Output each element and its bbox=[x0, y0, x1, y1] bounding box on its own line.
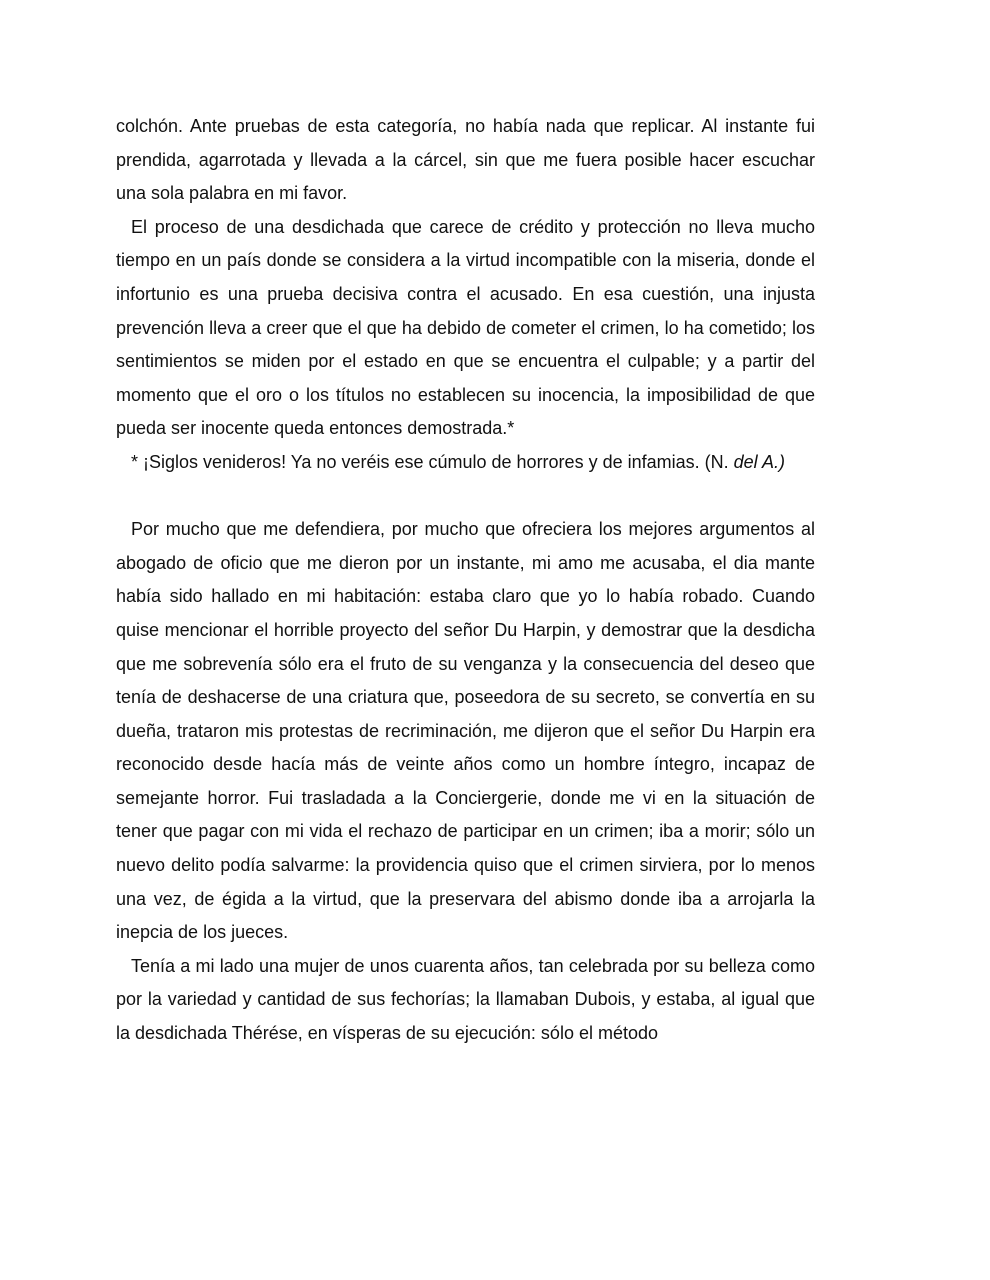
paragraph-4: Tenía a mi lado una mujer de unos cuarenta años, tan celebrada por su belleza como por la variedad y cantidad de sus fechorías; la llamaban Dubois, y estaba, al igual que la desdichada Thérése, en vísperas de su ejecución: sólo el método bbox=[116, 955, 815, 1044]
document-page bbox=[116, 110, 815, 1051]
paragraph-3: Por mucho que me defendiera, por mucho que ofreciera los mejores argumentos al abogado de oficio que me dieron por un instante, mi amo me acusaba, el dia mante había sido hallado en mi habitación: estaba claro que yo lo había robado. Cuando quise mencionar el horrible proyecto del señor Du Harpin, y demostrar que la desdicha que me sobrevenía sólo era el fruto de su venganza y la consecuencia del deseo que tenía de deshacerse de una criatura que, poseedora de su secreto, se convertía en su dueña, trataron mis protestas de recriminación, me dijeron que el señor Du Harpin era reconocido desde hacía más de veinte años como un hombre íntegro, incapaz de semejante horror. Fui trasladada a la Conciergerie, donde me vi en la situación de tener que pagar con mi vida el rechazo de participar en un crimen; iba a morir; sólo un nuevo delito podía salvarme: la providencia quiso que el crimen sirviera, por lo menos una vez, de égida a la virtud, que la preservara del abismo donde iba a arrojarla la inepcia de los jueces. bbox=[116, 519, 815, 943]
footnote bbox=[116, 446, 815, 480]
footnote-text: * ¡Siglos venideros! Ya no veréis ese cúmulo de horrores y de infamias. (N. bbox=[131, 451, 734, 472]
paragraph-1: colchón. Ante pruebas de esta categoría, no había nada que replicar. Al instante fui prendida, agarrotada y llevada a la cárcel, sin que me fuera posible hacer escuchar una sola palabra en mi favor. bbox=[116, 116, 815, 204]
footnote-attribution: del A.) bbox=[733, 451, 785, 472]
paragraph-2: El proceso de una desdichada que carece de crédito y protección no lleva mucho tiempo en un país donde se considera a la virtud incompatible con la miseria, donde el infortunio es una prueba decisiva contra el acusado. En esa cuestión, una injusta prevención lleva a creer que el que ha debido de cometer el crimen, lo ha cometido; los sentimientos se miden por el estado en que se encuentra el culpable; y a partir del momento que el oro o los títulos no establecen su inocencia, la imposibilidad de que pueda ser inocente queda entonces demostrada.* bbox=[116, 216, 815, 439]
